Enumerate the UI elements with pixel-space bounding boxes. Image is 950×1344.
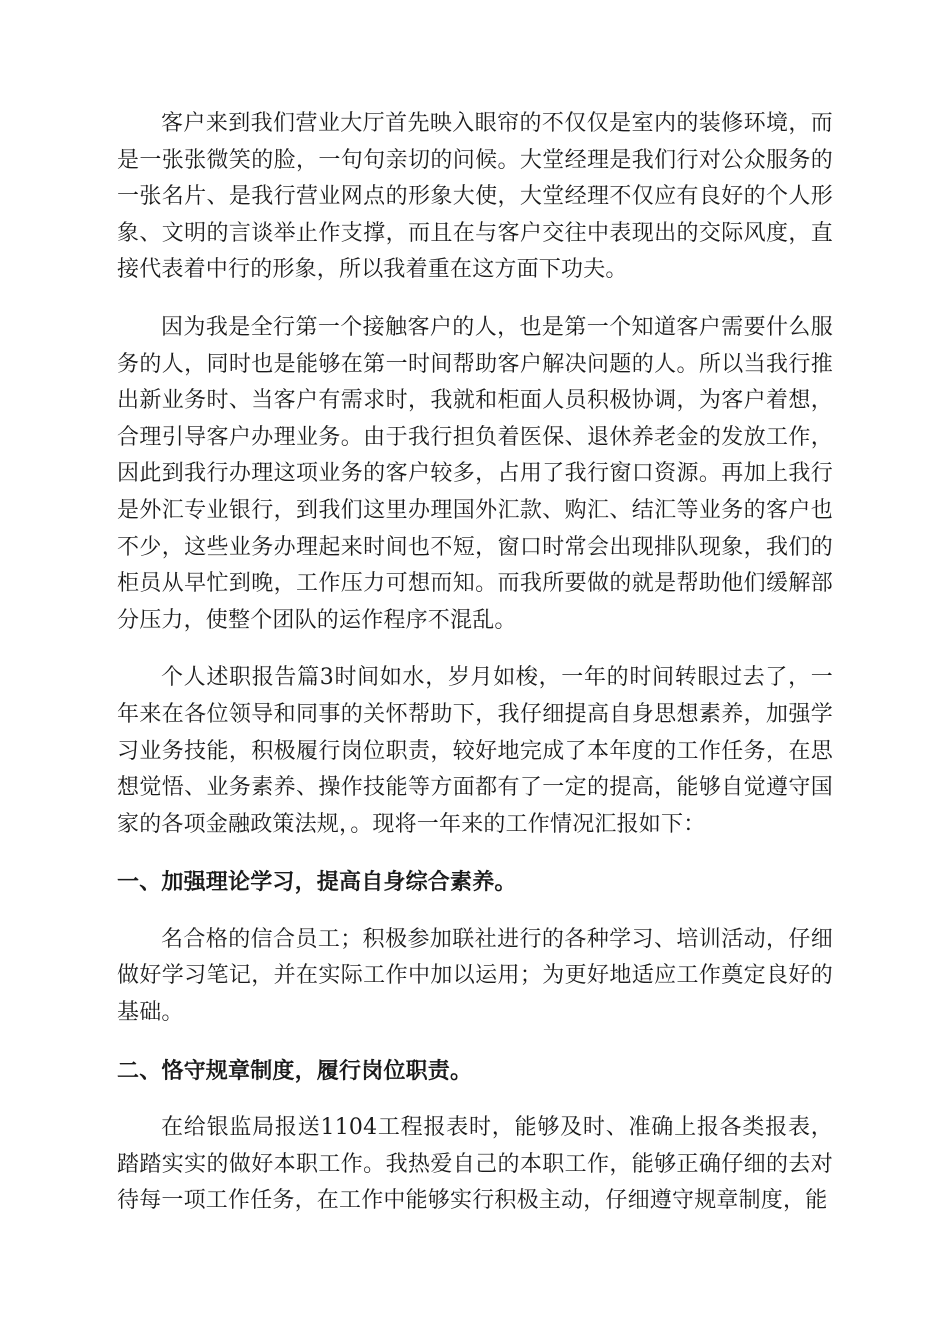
paragraph-report-intro: 个人述职报告篇3时间如水，岁月如梭，一年的时间转眼过去了，一年来在各位领导和同事的关怀帮助下，我仔细提高自身思想素养，加强学习业务技能，积极履行岗位职责，较好地完成了本年度的工作任务，在思想觉悟、业务素养、操作技能等方面都有了一定的提高，能够自觉遵守国家的各项金融政策法规，。现将一年来的工作情况汇报如下： [117, 665, 833, 837]
section-heading-theory-study: 一、加强理论学习，提高自身综合素养。 [117, 869, 517, 896]
paragraph-first-contact: 因为我是全行第一个接触客户的人，也是第一个知道客户需要什么服务的人，同时也是能够在第一时间帮助客户解决问题的人。所以当我行推出新业务时、当客户有需求时，我就和柜面人员积极协调，为客户着想，合理引导客户办理业务。由于我行担负着医保、退休养老金的发放工作，因此到我行办理这项业务的客户较多，占用了我行窗口资源。再加上我行是外汇专业银行，到我们这里办理国外汇款、购汇、结汇等业务的客户也不少，这些业务办理起来时间也不短，窗口时常会出现排队现象，我们的柜员从早忙到晚，工作压力可想而知。而我所要做的就是帮助他们缓解部分压力，使整个团队的运作程序不混乱。 [117, 314, 833, 633]
paragraph-regulations-details: 在给银监局报送1104工程报表时，能够及时、准确上报各类报表，踏踏实实的做好本职工作。我热爱自己的本职工作，能够正确仔细的去对待每一项工作任务，在工作中能够实行积极主动，仔细遵守规章制度，能 [117, 1115, 833, 1214]
section-heading-regulations: 二、恪守规章制度，履行岗位职责。 [117, 1057, 473, 1084]
paragraph-study-details: 名合格的信合员工；积极参加联社进行的各种学习、培训活动，仔细做好学习笔记，并在实际工作中加以运用；为更好地适应工作奠定良好的基础。 [117, 926, 833, 1026]
paragraph-lobby-manager: 客户来到我们营业大厅首先映入眼帘的不仅仅是室内的装修环境，而是一张张微笑的脸，一句句亲切的问候。大堂经理是我们行对公众服务的一张名片、是我行营业网点的形象大使，大堂经理不仅应有良好的个人形象、文明的言谈举止作支撑，而且在与客户交往中表现出的交际风度，直接代表着中行的形象，所以我着重在这方面下功夫。 [117, 111, 833, 283]
document-page [117, 106, 833, 1241]
